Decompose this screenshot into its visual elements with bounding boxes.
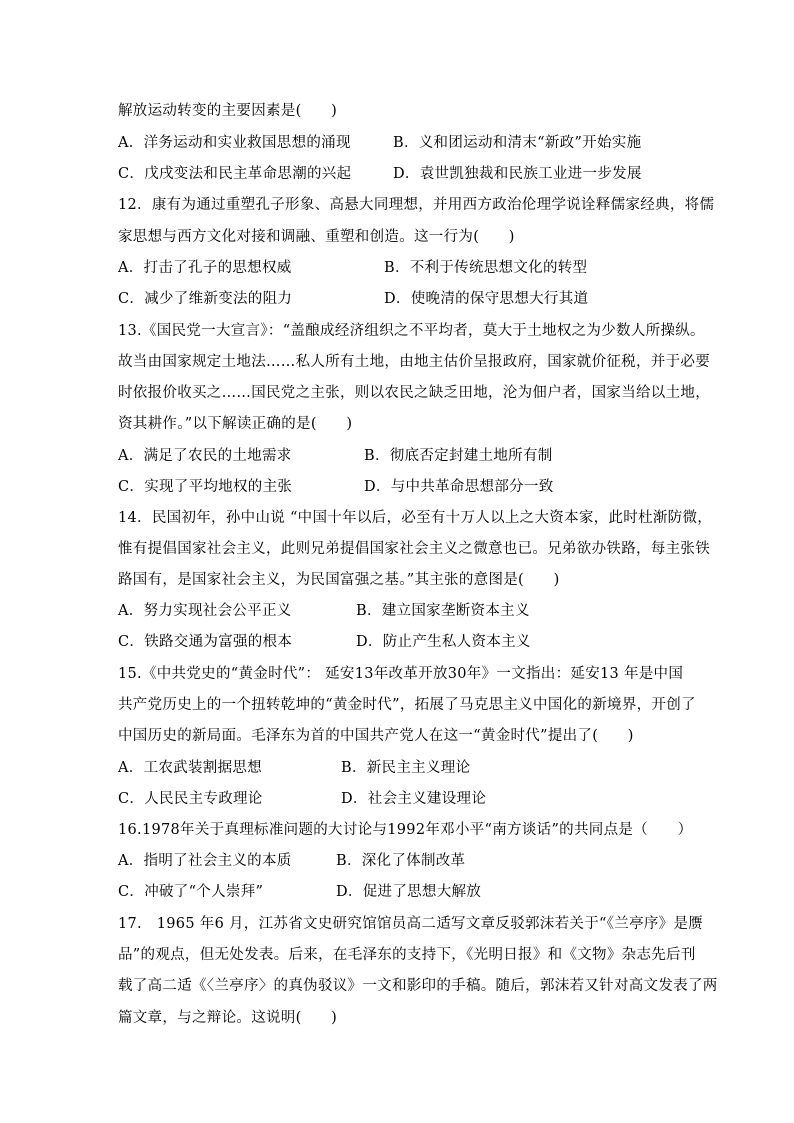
q13-option-a: A．满足了农民的土地需求 — [118, 448, 292, 464]
q14-stem-line-1: 14．民国初年，孙中山说 “中国十年以后，必至有十万人以上之大资本家，此时杜渐防微， — [118, 510, 713, 526]
q13-stem-line-3: 时依报价收买之……国民党之主张，则以农民之缺乏田地，沦为佃户者，国家当给以土地， — [118, 385, 710, 401]
q11-option-b: B．义和团运动和清末“新政”开始实施 — [393, 135, 642, 151]
q13-option-d: D．与中共革命思想部分一致 — [364, 479, 554, 495]
q15-option-d: D．社会主义建设理论 — [341, 791, 487, 807]
q14-stem-line-2: 惟有提倡国家社会主义，此则兄弟提倡国家社会主义之微意也已。兄弟欲办铁路，每主张铁 — [118, 541, 710, 557]
q17-stem-line-1: 17. 1965 年6 月，江苏省文史研究馆馆员高二适写文章反驳郭沫若关于“《兰亭序》是赝 — [118, 916, 704, 932]
q15-stem-line-2: 共产党历史上的一个扭转乾坤的“黄金时代”，拓展了马克思主义中国化的新境界，开创了 — [118, 697, 696, 713]
q15-option-b: B．新民主主义理论 — [341, 760, 471, 776]
q11-option-a: A．洋务运动和实业救国思想的涌现 — [118, 135, 351, 151]
q15-stem-line-1: 15.《中共党史的“黄金时代”： 延安13年改革开放30年》一文指出：延安13 年是中国 — [118, 666, 684, 682]
q16-stem-line-1: 16.1978年关于真理标准问题的大讨论与1992年邓小平“南方谈话”的共同点是（ ） — [118, 822, 693, 838]
q16-option-b: B．深化了体制改革 — [336, 853, 466, 869]
q15-option-a: A．工农武装割据思想 — [118, 760, 262, 776]
q13-stem-line-1: 13.《国民党一大宣言》：“盖酿成经济组织之不平均者，莫大于土地权之为少数人所操纵。 — [118, 323, 705, 339]
q16-option-a: A．指明了社会主义的本质 — [118, 853, 292, 869]
q12-option-d: D．使晚清的保守思想大行其道 — [384, 291, 589, 307]
q12-option-b: B．不利于传统思想文化的转型 — [384, 260, 588, 276]
q12-stem-line-1: 12．康有为通过重塑孔子形象、高悬大同理想，并用西方政治伦理学说诠释儒家经典，将儒 — [118, 197, 715, 213]
q11-option-c: C．戊戌变法和民主革命思潮的兴起 — [118, 166, 352, 182]
q14-option-d: D．防止产生私人资本主义 — [356, 634, 531, 650]
q13-stem-line-4: 资其耕作。”以下解读正确的是( ) — [118, 416, 353, 432]
q13-option-b: B．彻底否定封建土地所有制 — [364, 448, 553, 464]
q14-option-a: A．努力实现社会公平正义 — [118, 603, 292, 619]
q12-option-c: C．减少了维新变法的阻力 — [118, 291, 293, 307]
q14-option-b: B．建立国家垄断资本主义 — [356, 603, 530, 619]
q11-option-d: D．袁世凯独裁和民族工业进一步发展 — [393, 166, 642, 182]
q15-stem-line-3: 中国历史的新局面。毛泽东为首的中国共产党人在这一“黄金时代”提出了( ) — [118, 728, 634, 744]
q13-stem-line-2: 故当由国家规定土地法……私人所有土地，由地主估价呈报政府，国家就价征税，并于必要 — [118, 354, 710, 370]
q15-option-c: C．人民民主专政理论 — [118, 791, 263, 807]
q17-stem-line-4: 篇文章，与之辩论。这说明( ) — [118, 1010, 338, 1026]
q14-option-c: C．铁路交通为富强的根本 — [118, 634, 293, 650]
q13-option-c: C．实现了平均地权的主张 — [118, 479, 293, 495]
q12-stem-line-2: 家思想与西方文化对接和调融、重塑和创造。这一行为( ) — [118, 229, 515, 245]
question-11-stem-end: 解放运动转变的主要因素是( ) — [118, 103, 338, 119]
q14-stem-line-3: 路国有，是国家社会主义，为民国富强之基。”其主张的意图是( ) — [118, 572, 560, 588]
q12-option-a: A．打击了孔子的思想权威 — [118, 260, 292, 276]
q17-stem-line-2: 品”的观点，但无处发表。后来，在毛泽东的支持下，《光明日报》和《文物》杂志先后刊 — [118, 947, 696, 963]
q16-option-c: C．冲破了“个人崇拜” — [118, 884, 264, 900]
q17-stem-line-3: 载了高二适《〈兰亭序〉的真伪驳议》一文和影印的手稿。随后，郭沫若又针对高文发表了两 — [118, 978, 718, 994]
q16-option-d: D．促进了思想大解放 — [336, 884, 482, 900]
